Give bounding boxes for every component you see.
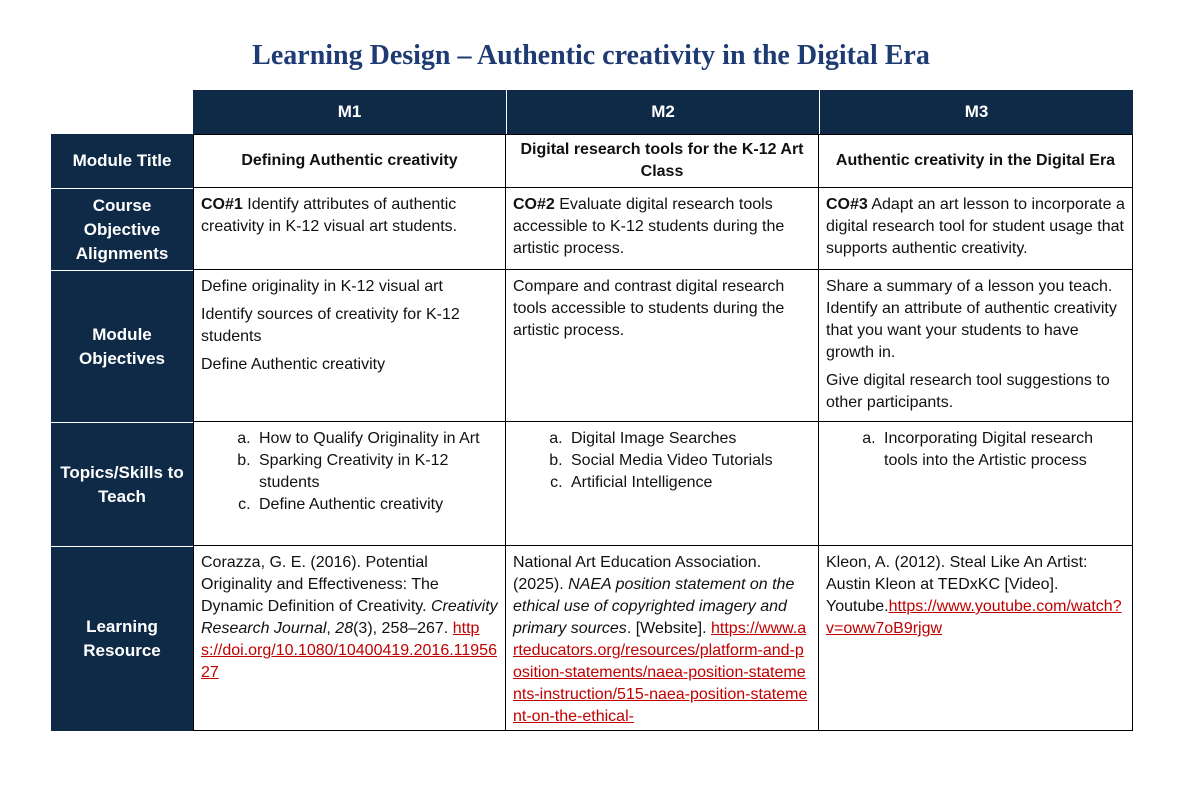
module-objectives-m2 bbox=[506, 270, 819, 422]
column-header-m3: M3 bbox=[819, 90, 1133, 134]
objective-item: Compare and contrast digital research tools accessible to students during the artistic process. bbox=[513, 278, 785, 339]
citation-text: , bbox=[326, 620, 336, 637]
citation-text: Kleon, A. (2012). Steal Like An Artist: Austin Kleon at TEDxKC [Video]. Youtube. bbox=[826, 554, 1088, 615]
objective-item: Identify sources of creativity for K-12 students bbox=[201, 306, 460, 345]
co-code: CO#1 bbox=[201, 196, 243, 213]
module-objectives-m1 bbox=[193, 270, 506, 422]
objective-item: Define Authentic creativity bbox=[201, 356, 386, 373]
list-item: b. Sparking Creativity in K-12 students bbox=[255, 450, 498, 494]
citation-text: Corazza, G. E. (2016). Potential Originality and Effectiveness: The Dynamic Definition of Creativity. bbox=[201, 554, 439, 615]
list-item: a. How to Qualify Originality in Art bbox=[255, 428, 498, 450]
list-item: b. Social Media Video Tutorials bbox=[567, 450, 811, 472]
module-title-m2: Digital research tools for the K-12 Art Class bbox=[506, 134, 819, 188]
co-text: Adapt an art lesson to incorporate a digital research tool for student usage that supports authentic creativity. bbox=[826, 196, 1125, 257]
citation-text: National Art Education Association. (2025). bbox=[513, 554, 762, 593]
course-objective-m2 bbox=[506, 188, 819, 270]
list-item: a. Digital Image Searches bbox=[567, 428, 811, 450]
list-item: c. Artificial Intelligence bbox=[567, 472, 811, 494]
list-item: c. Define Authentic creativity bbox=[255, 494, 498, 516]
row-header-module-objectives: Module Objectives bbox=[51, 270, 193, 422]
co-text: Identify attributes of authentic creativity in K-12 visual art students. bbox=[201, 196, 458, 235]
course-objective-m3 bbox=[819, 188, 1133, 270]
resource-m3 bbox=[819, 546, 1133, 731]
module-title-m3: Authentic creativity in the Digital Era bbox=[819, 134, 1133, 188]
list-item: a. Incorporating Digital research tools into the Artistic process bbox=[880, 428, 1125, 472]
course-objective-m1 bbox=[193, 188, 506, 270]
statement-title: NAEA position statement on the ethical use of copyrighted imagery and primary sources bbox=[513, 576, 795, 637]
column-header-m1: M1 bbox=[193, 90, 506, 134]
topics-m1 bbox=[193, 422, 506, 546]
module-title-m1: Defining Authentic creativity bbox=[193, 134, 506, 188]
column-header-m2: M2 bbox=[506, 90, 819, 134]
topics-m3 bbox=[819, 422, 1133, 546]
resource-link[interactable]: https://www.youtube.com/watch?v=oww7oB9rjgw bbox=[826, 598, 1122, 637]
resource-m2 bbox=[506, 546, 819, 731]
resource-m1 bbox=[193, 546, 506, 731]
row-header-topics: Topics/Skills to Teach bbox=[51, 422, 193, 546]
objective-item: Share a summary of a lesson you teach. Identify an attribute of authentic creativity that you want your students to have growth in. bbox=[826, 278, 1117, 361]
co-text: Evaluate digital research tools accessible to K-12 students during the artistic process. bbox=[513, 196, 785, 257]
row-header-module-title: Module Title bbox=[51, 134, 193, 188]
row-header-course-objectives: Course Objective Alignments bbox=[51, 188, 193, 270]
table-border bbox=[193, 134, 1133, 135]
row-header-resources: Learning Resource bbox=[51, 546, 193, 731]
citation-text: (3), 258–267. bbox=[353, 620, 449, 637]
objective-item: Give digital research tool suggestions to other participants. bbox=[826, 372, 1110, 411]
resource-link[interactable]: https://www.arteducators.org/resources/platform-and-position-statements/naea-position-statements-instruction/515-naea-position-statement-on-the-ethical- bbox=[513, 620, 808, 725]
objective-item: Define originality in K-12 visual art bbox=[201, 278, 443, 295]
citation-text: . [Website]. bbox=[626, 620, 707, 637]
resource-link[interactable]: https://doi.org/10.1080/10400419.2016.1195627 bbox=[201, 620, 497, 681]
learning-design-table bbox=[51, 90, 1133, 731]
topics-m2 bbox=[506, 422, 819, 546]
journal-name: Creativity Research Journal bbox=[201, 598, 498, 637]
volume-number: 28 bbox=[335, 620, 354, 637]
topics-list bbox=[201, 428, 498, 516]
topics-list bbox=[826, 428, 1125, 472]
page-title: Learning Design – Authentic creativity in the Digital Era bbox=[252, 40, 930, 71]
co-code: CO#3 bbox=[826, 196, 868, 213]
module-objectives-m3 bbox=[819, 270, 1133, 422]
co-code: CO#2 bbox=[513, 196, 555, 213]
topics-list bbox=[513, 428, 811, 494]
